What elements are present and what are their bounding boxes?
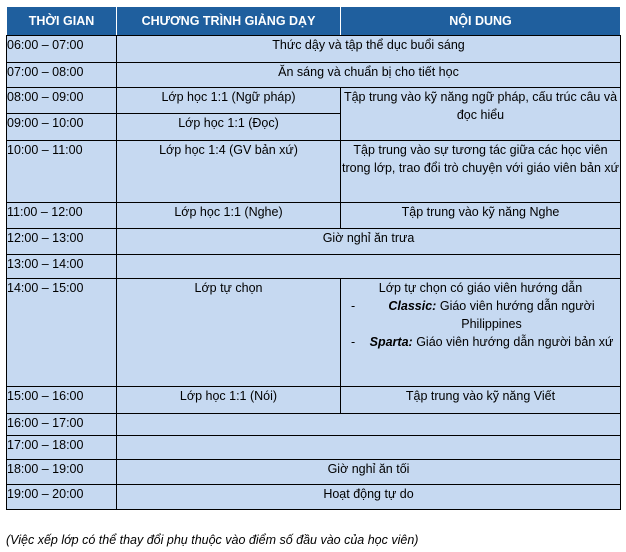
table-row [7,88,621,114]
list-dash: - [351,335,356,349]
activity-cell [117,255,621,279]
elective-options [341,297,620,351]
table-row [7,203,621,229]
time-cell: 11:00 – 12:00 [7,203,117,229]
time-cell: 06:00 – 07:00 [7,36,117,63]
time-cell: 14:00 – 15:00 [7,279,117,387]
time-cell: 16:00 – 17:00 [7,414,117,436]
program-cell: Lớp học 1:4 (GV bản xứ) [117,141,341,203]
header-content: NỘI DUNG [341,7,621,36]
table-row [7,485,621,510]
time-cell: 09:00 – 10:00 [7,114,117,141]
time-cell: 15:00 – 16:00 [7,387,117,414]
list-item [351,297,620,333]
table-row [7,279,621,387]
program-cell: Lớp tự chọn [117,279,341,387]
header-time: THỜI GIAN [7,7,117,36]
time-cell: 10:00 – 11:00 [7,141,117,203]
option-name: Sparta: [369,335,413,349]
time-cell: 08:00 – 09:00 [7,88,117,114]
content-cell [341,279,621,387]
table-row [7,36,621,63]
option-desc: Giáo viên hướng dẫn người bản xứ [416,335,614,349]
activity-cell: Hoạt động tự do [117,485,621,510]
list-item [351,333,620,351]
time-cell: 19:00 – 20:00 [7,485,117,510]
table-row [7,436,621,460]
time-cell: 13:00 – 14:00 [7,255,117,279]
table-row [7,255,621,279]
header-row [7,7,621,36]
activity-cell [117,436,621,460]
content-cell: Tập trung vào kỹ năng Viết [341,387,621,414]
table-row [7,63,621,88]
table-row [7,141,621,203]
schedule-table [6,6,621,510]
program-cell: Lớp học 1:1 (Ngữ pháp) [117,88,341,114]
time-cell: 18:00 – 19:00 [7,460,117,485]
time-cell: 17:00 – 18:00 [7,436,117,460]
list-dash: - [351,299,356,313]
time-cell: 12:00 – 13:00 [7,229,117,255]
activity-cell: Thức dậy và tập thể dục buổi sáng [117,36,621,63]
table-row [7,229,621,255]
activity-cell: Ăn sáng và chuẩn bị cho tiết học [117,63,621,88]
footnote: (Việc xếp lớp có thể thay đổi phụ thuộc vào điểm số đầu vào của học viên) [6,533,419,547]
content-cell: Tập trung vào kỹ năng Nghe [341,203,621,229]
program-cell: Lớp học 1:1 (Đọc) [117,114,341,141]
table-row [7,460,621,485]
table-row [7,387,621,414]
activity-cell: Giờ nghỉ ăn trưa [117,229,621,255]
program-cell: Lớp học 1:1 (Nói) [117,387,341,414]
content-cell: Tập trung vào kỹ năng ngữ pháp, cấu trúc câu và đọc hiểu [341,88,621,141]
content-cell: Tập trung vào sự tương tác giữa các học viên trong lớp, trao đổi trò chuyện với giáo viên bản xứ [341,141,621,203]
option-desc: Giáo viên hướng dẫn người Philippines [439,299,595,331]
program-cell: Lớp học 1:1 (Nghe) [117,203,341,229]
time-cell: 07:00 – 08:00 [7,63,117,88]
option-name: Classic: [388,299,437,313]
table-row [7,414,621,436]
activity-cell [117,414,621,436]
elective-intro: Lớp tự chọn có giáo viên hướng dẫn [378,281,583,295]
activity-cell: Giờ nghỉ ăn tối [117,460,621,485]
header-program: CHƯƠNG TRÌNH GIẢNG DẠY [117,7,341,36]
